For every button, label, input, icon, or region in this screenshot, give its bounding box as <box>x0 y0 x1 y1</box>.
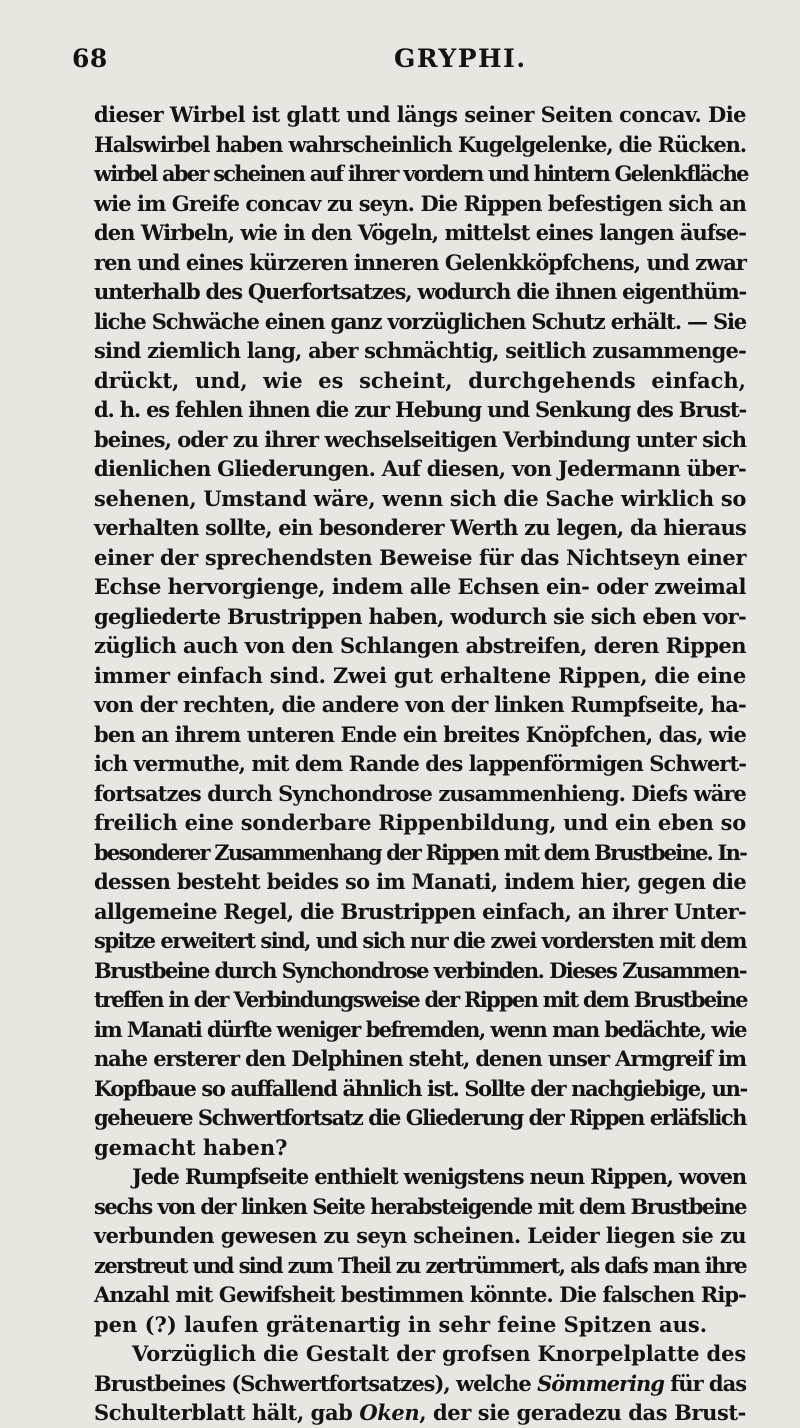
running-title: GRYPHI. <box>394 44 527 73</box>
text-line-content: gemacht haben? <box>94 1134 288 1160</box>
text-line-content: Schulterblatt hält, gab <box>94 1400 360 1425</box>
text-line-content: im Manati dürfte weniger befremden, wenn man bedächte, wie <box>94 1016 746 1042</box>
text-line-content: einer der sprechendsten Beweise für das Nichtseyn einer <box>94 544 746 570</box>
text-line-content: fortsatzes durch Synchondrose zusammenhieng. Diefs wäre <box>94 780 746 806</box>
text-line-content: von der rechten, die andere von der linken Rumpfseite, ha- <box>94 692 747 717</box>
text-line <box>94 661 746 691</box>
text-line <box>94 1103 746 1133</box>
text-line <box>94 956 746 986</box>
text-line <box>94 572 746 602</box>
text-line <box>94 1015 746 1045</box>
text-line <box>94 425 746 455</box>
text-line-content: wirbel aber scheinen auf ihrer vordern und hintern Gelenkfläche <box>94 161 748 186</box>
text-line <box>94 631 746 661</box>
text-line-content: züglich auch von den Schlangen abstreifen, deren Rippen <box>94 633 746 658</box>
text-line <box>94 779 746 809</box>
text-line-content: verhalten sollte, ein besonderer Werth zu legen, da hieraus <box>94 515 746 540</box>
text-line <box>94 189 746 219</box>
page-number: 68 <box>72 44 108 73</box>
text-line-content: sehenen, Umstand wäre, wenn sich die Sache wirklich so <box>94 485 746 511</box>
text-line <box>94 543 746 573</box>
text-line <box>94 838 746 868</box>
text-line-content: Brustbeines (Schwertfortsatzes), welche <box>94 1370 538 1396</box>
text-line <box>94 454 746 484</box>
text-line <box>94 720 746 750</box>
text-line <box>94 1398 746 1428</box>
text-line-content: Echse hervorgienge, indem alle Echsen ein- oder zweimal <box>94 574 747 599</box>
text-line-content: wie im Greife concav zu seyn. Die Rippen befestigen sich an <box>94 190 746 216</box>
body-text <box>94 100 746 1428</box>
text-line <box>94 926 746 956</box>
text-line <box>94 1192 746 1222</box>
text-line-content: ren und eines kürzeren inneren Gelenkköpfchens, und zwar <box>94 249 746 275</box>
text-line <box>94 366 746 396</box>
text-line-content: d. h. es fehlen ihnen die zur Hebung und Senkung des Brust- <box>94 397 746 422</box>
text-line <box>94 1221 746 1251</box>
text-line-content: verbunden gewesen zu seyn scheinen. Leider liegen sie zu <box>94 1223 746 1248</box>
text-line <box>94 1339 746 1369</box>
text-line <box>94 1133 746 1163</box>
text-line <box>94 513 746 543</box>
text-line <box>94 1369 746 1399</box>
text-line-content: treffen in der Verbindungsweise der Rippen mit dem Brustbeine <box>94 987 747 1012</box>
text-line-content: freilich eine sonderbare Rippenbildung, und ein eben so <box>94 810 746 835</box>
text-line-content: beines, oder zu ihrer wechselseitigen Verbindung unter sich <box>94 426 746 452</box>
text-line <box>94 1162 746 1192</box>
text-line-content: drückt, und, wie es scheint, durchgehends einfach, <box>94 367 746 393</box>
text-line <box>94 749 746 779</box>
text-line-continuation: für das <box>663 1370 747 1396</box>
text-line-content: Vorzüglich die Gestalt der grofsen Knorpelplatte des <box>132 1341 747 1366</box>
page-header <box>72 44 742 84</box>
text-line-content: spitze erweitert sind, und sich nur die zwei vordersten mit dem <box>94 928 746 953</box>
text-line-content: dieser Wirbel ist glatt und längs seiner Seiten concav. Die <box>94 102 746 127</box>
text-line-content: dienlichen Gliederungen. Auf diesen, von Jedermann über- <box>94 456 746 481</box>
text-line-content: Halswirbel haben wahrscheinlich Kugelgelenke, die Rücken. <box>94 131 746 157</box>
text-line-content: sind ziemlich lang, aber schmächtig, seitlich zusammenge- <box>94 338 746 363</box>
text-line-content: den Wirbeln, wie in den Vögeln, mittelst eines langen äufse- <box>94 220 746 245</box>
text-line-continuation: , der sie geradezu das Brust- <box>419 1400 746 1425</box>
text-line-content: nahe ersterer den Delphinen steht, denen unser Armgreif im <box>94 1046 746 1071</box>
text-line <box>94 602 746 632</box>
text-line <box>94 808 746 838</box>
text-line-content: allgemeine Regel, die Brustrippen einfach, an ihrer Unter- <box>94 898 746 924</box>
text-line-content: dessen besteht beides so im Manati, indem hier, gegen die <box>94 869 746 894</box>
text-line-content: Anzahl mit Gewifsheit bestimmen könnte. Die falschen Rip- <box>94 1282 746 1307</box>
text-line <box>94 395 746 425</box>
text-line <box>94 1280 746 1310</box>
text-line <box>94 218 746 248</box>
text-line <box>94 130 746 160</box>
text-line-content: gegliederte Brustrippen haben, wodurch sie sich eben vor- <box>94 603 746 629</box>
text-line <box>94 307 746 337</box>
text-line-content: sechs von der linken Seite herabsteigende mit dem Brustbeine <box>94 1193 746 1219</box>
text-line <box>94 1044 746 1074</box>
text-line-emphasis: Sömmering <box>537 1370 664 1396</box>
text-line <box>94 897 746 927</box>
text-line <box>94 1310 746 1340</box>
text-line <box>94 484 746 514</box>
text-line-content: besonderer Zusammenhang der Rippen mit dem Brustbeine. In- <box>94 839 746 865</box>
text-line-content: Kopfbaue so auffallend ähnlich ist. Sollte der nachgiebige, un- <box>94 1075 747 1101</box>
text-line-content: immer einfach sind. Zwei gut erhaltene Rippen, die eine <box>94 662 746 688</box>
text-line <box>94 277 746 307</box>
text-line <box>94 159 746 189</box>
text-line-emphasis: Oken <box>359 1400 420 1425</box>
text-line <box>94 1251 746 1281</box>
text-line <box>94 1074 746 1104</box>
text-line-content: liche Schwäche einen ganz vorzüglichen Schutz erhält. — Sie <box>94 308 746 334</box>
text-line <box>94 985 746 1015</box>
text-line-content: Jede Rumpfseite enthielt wenigstens neun Rippen, woven <box>132 1164 746 1189</box>
text-line-content: zerstreut und sind zum Theil zu zertrümmert, als dafs man ihre <box>94 1252 746 1278</box>
text-line-content: pen (?) laufen grätenartig in sehr feine Spitzen aus. <box>94 1311 708 1337</box>
text-line-content: unterhalb des Querfortsatzes, wodurch die ihnen eigenthüm- <box>94 279 746 304</box>
text-line <box>94 336 746 366</box>
text-line <box>94 867 746 897</box>
text-line-content: geheuere Schwertfortsatz die Gliederung der Rippen erläfslich <box>94 1105 746 1130</box>
text-line <box>94 690 746 720</box>
text-line-content: ben an ihrem unteren Ende ein breites Knöpfchen, das, wie <box>94 721 746 747</box>
text-line-content: Brustbeine durch Synchondrose verbinden. Dieses Zusammen- <box>94 957 746 983</box>
text-line <box>94 100 746 130</box>
text-line-content: ich vermuthe, mit dem Rande des lappenförmigen Schwert- <box>94 751 746 776</box>
text-line <box>94 248 746 278</box>
